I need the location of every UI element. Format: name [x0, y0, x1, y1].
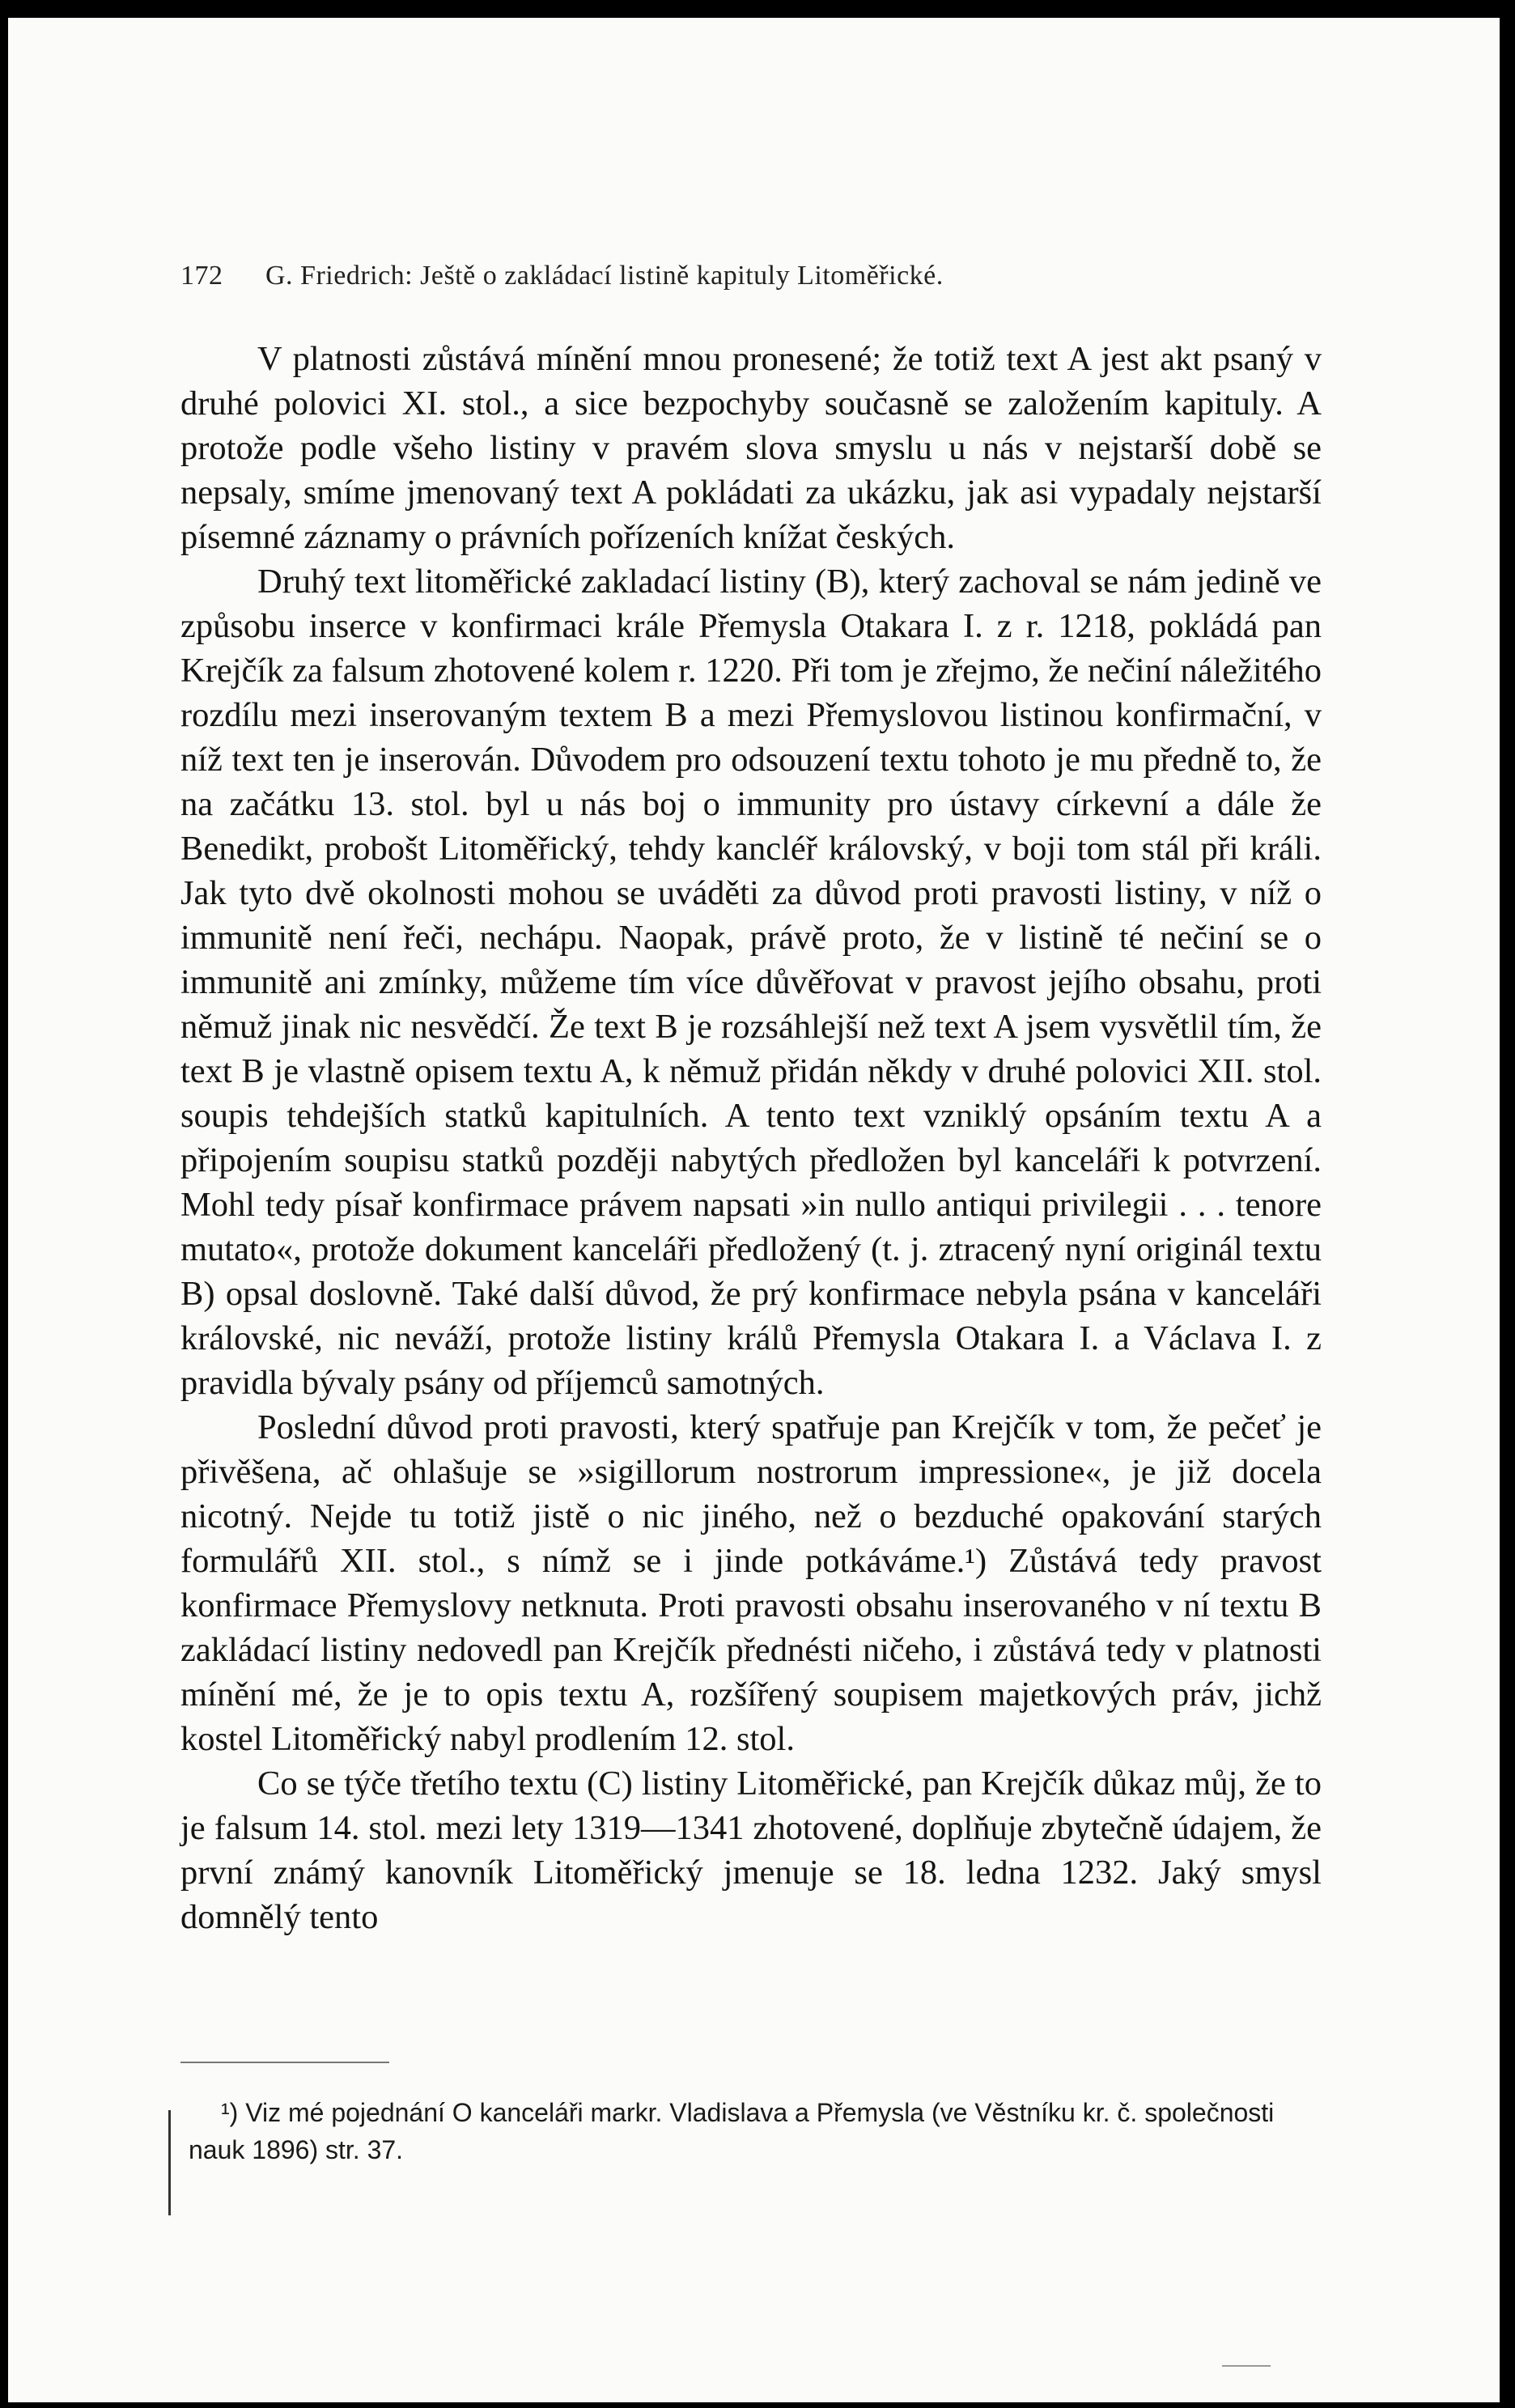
footnote-rule: [180, 2062, 389, 2063]
body-text: [180, 337, 1322, 1939]
page-header-title: G. Friedrich: Ještě o zakládací listině kapituly Litoměřické.: [265, 261, 944, 291]
book-page: [8, 18, 1500, 2402]
running-head: [180, 261, 1330, 291]
scan-artifact: [1222, 2365, 1271, 2367]
paragraph-2: Druhý text litoměřické zakladací listiny (B), který zachoval se nám jedině ve způsobu inserce v konfirmaci krále Přemysla Otakara I. z r. 1218, pokládá pan Krejčík za falsum zhotovené kolem r. 1220. Při tom je zřejmo, že nečiní náležitého rozdílu mezi inserovaným textem B a mezi Přemyslovou listinou konfirmační, v níž text ten je inserován. Důvodem pro odsouzení textu tohoto je mu předně to, že na začátku 13. stol. byl u nás boj o immunity pro ústavy církevní a dále že Benedikt, probošt Litoměřický, tehdy kancléř královský, v boji tom stál při králi. Jak tyto dvě okolnosti mohou se uváděti za důvod proti pravosti listiny, v níž o immunitě není řeči, nechápu. Naopak, právě proto, že v listině té nečiní se o immunitě ani zmínky, můžeme tím více důvěřovat v pravost jejího obsahu, proti němuž jinak nic nesvědčí. Že text B je rozsáhlejší než text A jsem vysvětlil tím, že text B je vlastně opisem textu A, k němuž přidán někdy v druhé polovici XII. stol. soupis tehdejších statků kapitulních. A tento text vzniklý opsáním textu A a připojením soupisu statků později nabytých předložen byl kanceláři k potvrzení. Mohl tedy písař konfirmace právem napsati »in nullo antiqui privilegii . . . tenore mutato«, protože dokument kanceláři předložený (t. j. ztracený nyní originál textu B) opsal doslovně. Také další důvod, že prý konfirmace nebyla psána v kanceláři královské, nic neváží, protože listiny králů Přemysla Otakara I. a Václava I. z pravidla bývaly psány od příjemců samotných.: [180, 563, 1322, 1402]
footnote: ¹) Viz mé pojednání O kanceláři markr. Vladislava a Přemysla (ve Věstníku kr. č. společnosti nauk 1896) str. 37.: [189, 2098, 1275, 2164]
margin-mark: [168, 2110, 171, 2215]
page-number: 172: [180, 261, 223, 291]
paragraph-3: Poslední důvod proti pravosti, který spatřuje pan Krejčík v tom, že pečeť je přivěšena, ač ohlašuje se »sigillorum nostrorum impressione«, je již docela nicotný. Nejde tu totiž jistě o nic jiného, než o bezduché opakování starých formulářů XII. stol., s nímž se i jinde potkáváme.¹) Zůstává tedy pravost konfirmace Přemyslovy netknuta. Proti pravosti obsahu inserovaného v ní textu B zakládací listiny nedovedl pan Krejčík přednésti ničeho, i zůstává tedy v platnosti mínění mé, že je to opis textu A, rozšířený soupisem majetkových práv, jichž kostel Litoměřický nabyl prodlením 12. stol.: [180, 1408, 1322, 1758]
paragraph-1: V platnosti zůstává mínění mnou pronesené; že totiž text A jest akt psaný v druhé polovici XI. stol., a sice bezpochyby současně se založením kapituly. A protože podle všeho listiny v pravém slova smyslu u nás v nejstarší době se nepsaly, smíme jmenovaný text A pokládati za ukázku, jak asi vypadaly nejstarší písemné záznamy o právních pořízeních knížat českých.: [180, 340, 1322, 556]
paragraph-4: Co se týče třetího textu (C) listiny Litoměřické, pan Krejčík důkaz můj, že to je falsum 14. stol. mezi lety 1319—1341 zhotovené, doplňuje zbytečně údajem, že první známý kanovník Litoměřický jmenuje se 18. ledna 1232. Jaký smysl domnělý tento: [180, 1765, 1322, 1936]
